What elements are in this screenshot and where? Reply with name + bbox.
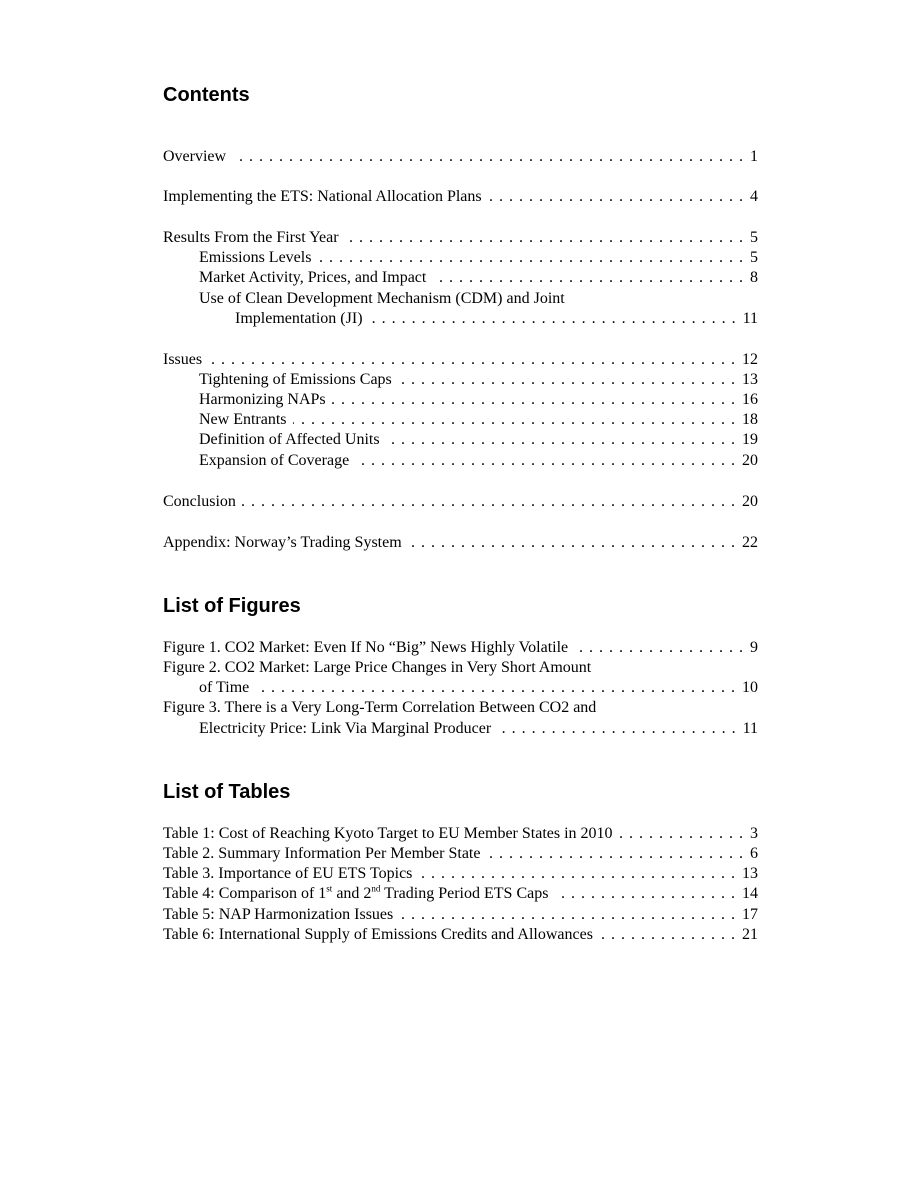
toc-entry-tightening-caps[interactable] [199,370,758,390]
table-entry-page: 21 [742,926,758,943]
toc-entry-title: Harmonizing NAPs [199,391,326,408]
table-entry-title-part: and 2 [332,885,372,902]
toc-entry-implementing-ets[interactable] [163,187,758,207]
toc-entry-market-activity[interactable] [199,268,758,288]
table-entry-title: Table 1: Cost of Reaching Kyoto Target to EU Member States in 2010 [163,825,613,842]
contents-heading: Contents [163,84,250,106]
dot-leader [208,350,736,370]
table-entry-4[interactable] [163,884,758,904]
toc-entry-overview[interactable] [163,147,758,167]
toc-entry-title: New Entrants [199,411,287,428]
toc-entry-page: 12 [742,351,758,368]
table-entry-title [163,884,548,904]
toc-entry-title: Definition of Affected Units [199,431,380,448]
toc-entry-title: Use of Clean Development Mechanism (CDM) and Joint [199,290,565,307]
dot-leader [293,410,736,430]
toc-entry-affected-units[interactable] [199,430,758,450]
dot-leader [399,905,736,925]
toc-entry-title: Emissions Levels [199,249,312,266]
figure-entry-2[interactable] [163,658,758,678]
toc-entry-title: Conclusion [163,493,236,510]
table-entry-title: Table 6: International Supply of Emissions Credits and Allowances [163,926,593,943]
figure-entry-2-continued[interactable] [199,678,758,698]
dot-leader [369,309,737,329]
table-entry-title: Table 2. Summary Information Per Member State [163,845,481,862]
dot-leader [432,268,744,288]
toc-entry-issues[interactable] [163,350,758,370]
dot-leader [488,187,744,207]
table-entry-page: 6 [750,845,758,862]
dot-leader [554,884,736,904]
toc-entry-page: 22 [742,534,758,551]
table-entry-title-part: Trading Period ETS Caps [380,885,549,902]
table-entry-1[interactable] [163,824,758,844]
toc-entry-title: Market Activity, Prices, and Impact [199,269,427,286]
table-entry-6[interactable] [163,925,758,945]
toc-entry-title: Expansion of Coverage [199,452,350,469]
dot-leader [619,824,744,844]
dot-leader [497,719,736,739]
figure-entry-1[interactable] [163,638,758,658]
table-entry-page: 3 [750,825,758,842]
figure-entry-title: Figure 1. CO2 Market: Even If No “Big” News Highly Volatile [163,639,569,656]
toc-entry-page: 4 [750,188,758,205]
dot-leader [232,147,744,167]
toc-entry-page: 1 [750,148,758,165]
figure-entry-3-continued[interactable] [199,719,758,739]
toc-entry-title: Appendix: Norway’s Trading System [163,534,402,551]
superscript-ordinal: nd [371,883,381,894]
dot-leader [386,430,736,450]
toc-entry-title: Implementation (JI) [235,310,363,327]
table-entry-page: 17 [742,906,758,923]
figure-entry-title: Electricity Price: Link Via Marginal Producer [199,720,492,737]
dot-leader [418,864,736,884]
dot-leader [398,370,736,390]
toc-entry-page: 8 [750,269,758,286]
dot-leader [345,228,744,248]
table-entry-title: Table 3. Importance of EU ETS Topics [163,865,413,882]
toc-entry-page: 11 [742,310,758,327]
figure-entry-3[interactable] [163,698,758,718]
figures-heading: List of Figures [163,595,301,617]
toc-entry-emissions-levels[interactable] [199,248,758,268]
toc-entry-title: Overview [163,148,227,165]
table-entry-title: Table 5: NAP Harmonization Issues [163,906,394,923]
superscript-ordinal: st [326,883,333,894]
toc-entry-new-entrants[interactable] [199,410,758,430]
toc-entry-expansion-coverage[interactable] [199,451,758,471]
toc-entry-title: Tightening of Emissions Caps [199,371,392,388]
dot-leader [317,248,744,268]
toc-entry-cdm-ji-continued[interactable] [235,309,758,329]
table-entry-2[interactable] [163,844,758,864]
toc-entry-title: Implementing the ETS: National Allocation Plans [163,188,482,205]
toc-entry-page: 5 [750,229,758,246]
dot-leader [574,638,744,658]
figure-entry-page: 10 [742,679,758,696]
figure-entry-title: of Time [199,679,250,696]
toc-entry-appendix-norway[interactable] [163,533,758,553]
toc-entry-page: 20 [742,493,758,510]
toc-entry-page: 13 [742,371,758,388]
toc-entry-title: Issues [163,351,203,368]
figure-entry-title: Figure 2. CO2 Market: Large Price Changes in Very Short Amount [163,659,592,676]
table-entry-title-part: Table 4: Comparison of 1 [163,885,327,902]
dot-leader [242,492,736,512]
table-entry-3[interactable] [163,864,758,884]
dot-leader [599,925,736,945]
toc-entry-page: 16 [742,391,758,408]
dot-leader [355,451,736,471]
toc-entry-title: Results From the First Year [163,229,339,246]
toc-entry-page: 5 [750,249,758,266]
table-entry-5[interactable] [163,905,758,925]
toc-entry-conclusion[interactable] [163,492,758,512]
toc-entry-cdm-ji[interactable] [199,289,758,309]
figure-entry-page: 9 [750,639,758,656]
tables-heading: List of Tables [163,781,291,803]
dot-leader [486,844,744,864]
dot-leader [255,678,736,698]
toc-entry-page: 19 [742,431,758,448]
toc-entry-harmonizing-naps[interactable] [199,390,758,410]
table-entry-page: 14 [742,885,758,902]
figure-entry-page: 11 [742,720,758,737]
toc-entry-results-first-year[interactable] [163,228,758,248]
figure-entry-title: Figure 3. There is a Very Long-Term Correlation Between CO2 and [163,699,597,716]
dot-leader [332,390,736,410]
dot-leader [408,533,736,553]
toc-entry-page: 20 [742,452,758,469]
toc-entry-page: 18 [742,411,758,428]
table-entry-page: 13 [742,865,758,882]
